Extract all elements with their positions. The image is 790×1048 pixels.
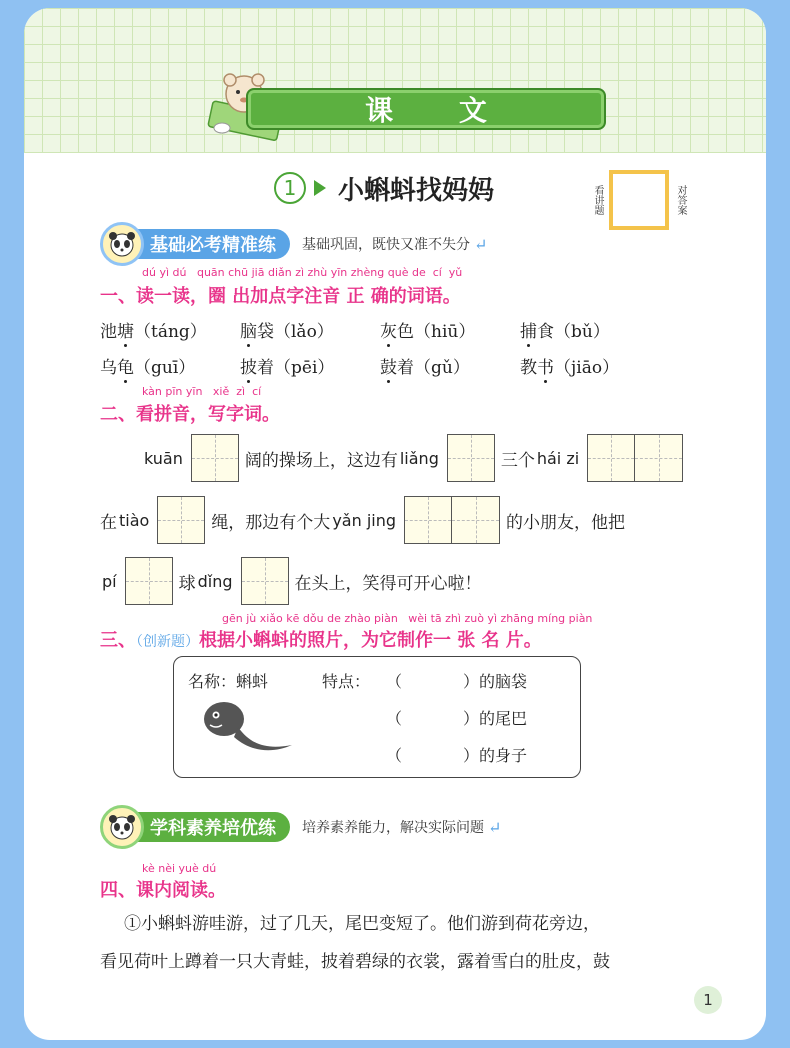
q1-word[interactable]: 教书（jiāo） [520, 353, 660, 378]
q1-word[interactable]: 灰色（hiū） [380, 317, 520, 342]
pinyin-prompt: tiào [119, 510, 150, 530]
q1-word[interactable]: 披着（pēi） [240, 353, 380, 378]
pinyin-prompt: dǐng [197, 571, 233, 591]
pinyin-prompt: yǎn jing [332, 510, 396, 530]
char-box[interactable] [191, 434, 239, 482]
page-number: 1 [694, 986, 722, 1014]
return-arrow-icon: ↵ [488, 817, 502, 837]
char-box[interactable] [241, 557, 289, 605]
q3-number: 三、 [100, 630, 136, 651]
q1-row [100, 347, 660, 383]
banner-title: 课 文 [365, 94, 515, 127]
section-advanced-tip [302, 817, 501, 837]
tadpole-illustration [200, 697, 296, 761]
section-basic-header [100, 222, 487, 266]
lesson-banner [246, 88, 606, 130]
q4-heading: 四、课内阅读。 [100, 880, 226, 901]
char-box[interactable] [404, 496, 452, 544]
pinyin-prompt: pí [102, 571, 117, 591]
sentence-text: 球 [178, 573, 196, 594]
grid-header-background [24, 8, 766, 153]
sentence-text: 在 [100, 512, 117, 533]
char-box[interactable] [587, 434, 635, 482]
arrow-right-icon [314, 180, 326, 196]
sentence-text: 在头上，笑得可开心啦！ [294, 573, 482, 594]
panda-avatar-icon [100, 222, 144, 266]
q3-heading-row [100, 626, 542, 652]
pinyin-prompt: hái zi [536, 448, 580, 468]
pinyin-prompt: liǎng [399, 448, 439, 468]
card-feature-label: 特点： [322, 672, 371, 691]
section-basic-title: 基础必考精准练 [132, 229, 290, 259]
char-box[interactable] [125, 557, 173, 605]
return-arrow-icon: ↵ [474, 234, 488, 254]
q4-pinyin: kè nèi yuè dú [142, 862, 217, 875]
innovation-tag: （创新题） [136, 634, 199, 650]
q3-heading: 根据小蝌蚪的照片，为它制作一 张 名 片。 [199, 630, 542, 651]
card-name-label: 名称：蝌蚪 [188, 672, 269, 691]
qr-left-label: 看讲题 [592, 185, 603, 215]
q1-pinyin: dú yì dú quān chū jiā diǎn zì zhù yīn zhèng què de cí yǔ [142, 266, 463, 279]
q2-line-2 [100, 496, 625, 544]
q2-pinyin: kàn pīn yīn xiě zì cí [142, 385, 262, 398]
q3-pinyin: gēn jù xiǎo kē dǒu de zhào piàn wèi tā zhì zuò yì zhāng míng piàn [222, 612, 593, 625]
lesson-title-row [274, 168, 494, 208]
qr-right-label: 对答案 [675, 185, 686, 215]
qr-code-area [592, 170, 686, 230]
q2-heading: 二、看拼音，写字词。 [100, 404, 280, 425]
section-basic-tip [302, 234, 487, 254]
q2-line-3 [100, 557, 482, 605]
sentence-text: 的小朋友，他把 [506, 512, 625, 533]
section-advanced-tip-text: 培养素养能力，解决实际问题 [302, 820, 484, 836]
lesson-number: 1 [274, 172, 306, 204]
sentence-text: 三个 [500, 450, 535, 471]
q1-row [100, 311, 660, 347]
q1-heading: 一、读一读，圈 出加点字注音 正 确的词语。 [100, 286, 461, 307]
card-feature-2[interactable]: （ ）的尾巴 [386, 709, 528, 728]
tadpole-name-card [173, 656, 581, 778]
q1-word[interactable]: 乌龟（guī） [100, 353, 240, 378]
q1-word[interactable]: 捕食（bǔ） [520, 317, 660, 342]
q2-line-1 [142, 434, 689, 482]
pinyin-prompt: kuān [144, 448, 183, 468]
char-box[interactable] [635, 434, 683, 482]
q1-word[interactable]: 脑袋（lǎo） [240, 317, 380, 342]
workbook-page [24, 8, 766, 1040]
char-box[interactable] [157, 496, 205, 544]
reading-passage [100, 905, 700, 981]
lesson-title: 小蝌蚪找妈妈 [338, 175, 495, 206]
q1-word[interactable]: 池塘（táng） [100, 317, 240, 342]
section-advanced-header [100, 805, 501, 849]
char-box[interactable] [447, 434, 495, 482]
card-feature-1[interactable]: （ ）的脑袋 [386, 672, 528, 691]
reading-line-1: ①小蝌蚪游哇游，过了几天，尾巴变短了。他们游到荷花旁边， [124, 914, 600, 934]
q1-word-grid [100, 311, 660, 383]
reading-line-2: 看见荷叶上蹲着一只大青蛙，披着碧绿的衣裳，露着雪白的肚皮，鼓 [100, 952, 610, 972]
section-basic-tip-text: 基础巩固，既快又准不失分 [302, 237, 470, 253]
char-box[interactable] [452, 496, 500, 544]
panda-avatar-icon [100, 805, 144, 849]
sentence-text: 绳，那边有个大 [211, 512, 331, 533]
qr-code-box[interactable] [609, 170, 669, 230]
card-feature-3[interactable]: （ ）的身子 [386, 746, 528, 765]
q1-word[interactable]: 鼓着（gǔ） [380, 353, 520, 378]
section-advanced-title: 学科素养培优练 [132, 812, 290, 842]
sentence-text: 阔的操场上，这边有 [244, 450, 398, 471]
